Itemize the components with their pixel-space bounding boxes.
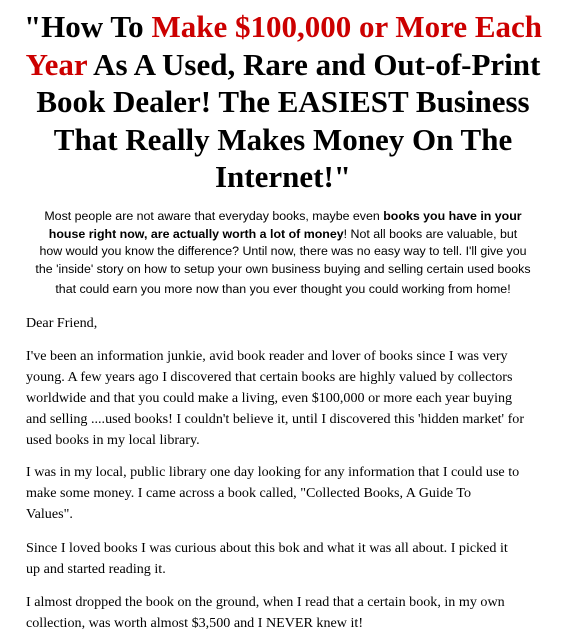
- paragraph-line: and selling ....used books! I couldn't believe it, until I discovered this 'hidden market' for: [26, 411, 525, 427]
- paragraph-line: up and started reading it.: [26, 561, 166, 577]
- paragraph-3: [26, 538, 546, 580]
- intro-line: how would you know the difference? Until now, there was no easy way to tell. I'll give you: [39, 244, 527, 258]
- paragraph-line: make some money. I came across a book called, "Collected Books, A Guide To: [26, 485, 472, 501]
- paragraph-line: young. A few years ago I discovered that certain books are highly valued by collectors: [26, 369, 513, 385]
- intro-text: Most people are not aware that everyday books, maybe even: [44, 209, 384, 223]
- intro-bold-text: books you have in your: [383, 209, 522, 223]
- headline-text: "How To: [23, 9, 152, 44]
- paragraph-line: collection, was worth almost $3,500 and I NEVER knew it!: [26, 615, 364, 631]
- intro-line: the 'inside' story on how to setup your own business buying and selling certain used books: [35, 261, 531, 276]
- paragraph-line: used books in my local library.: [26, 432, 200, 448]
- intro-line: [30, 226, 536, 244]
- paragraph-line: Values".: [26, 506, 73, 522]
- headline-text: Book Dealer! The EASIEST Business: [36, 84, 530, 119]
- intro-paragraph: [30, 208, 536, 299]
- greeting: [26, 313, 546, 334]
- headline-highlight: Year: [25, 46, 88, 82]
- paragraph-line: Since I loved books I was curious about this bok and what it was all about. I picked it: [26, 540, 508, 556]
- paragraph-line: I was in my local, public library one day looking for any information that I could use to: [26, 464, 520, 480]
- headline-highlight: Make $100,000 or More Each: [151, 9, 543, 44]
- intro-bold-text: house right now, are actually worth a lot of money: [48, 226, 344, 241]
- headline-text: As A Used, Rare and Out-of-Print: [87, 46, 541, 82]
- headline-text: That Really Makes Money On The: [53, 121, 513, 157]
- intro-line: [30, 208, 536, 226]
- paragraph-line: I almost dropped the book on the ground, when I read that a certain book, in my own: [26, 594, 505, 610]
- greeting-text: Dear Friend,: [26, 315, 98, 331]
- headline: [10, 8, 556, 196]
- paragraph-2: [26, 462, 546, 525]
- paragraph-line: I've been an information junkie, avid book reader and lover of books since I was very: [26, 348, 508, 364]
- paragraph-4: [26, 592, 546, 634]
- paragraph-line: worldwide and that you could make a living, even $100,000 or more each year buying: [26, 390, 513, 406]
- intro-line: that could earn you more now than you ever thought you could working from home!: [55, 282, 511, 296]
- headline-text: Internet!": [214, 159, 351, 194]
- intro-text: ! Not all books are valuable, but: [343, 226, 518, 241]
- paragraph-1: [26, 346, 546, 451]
